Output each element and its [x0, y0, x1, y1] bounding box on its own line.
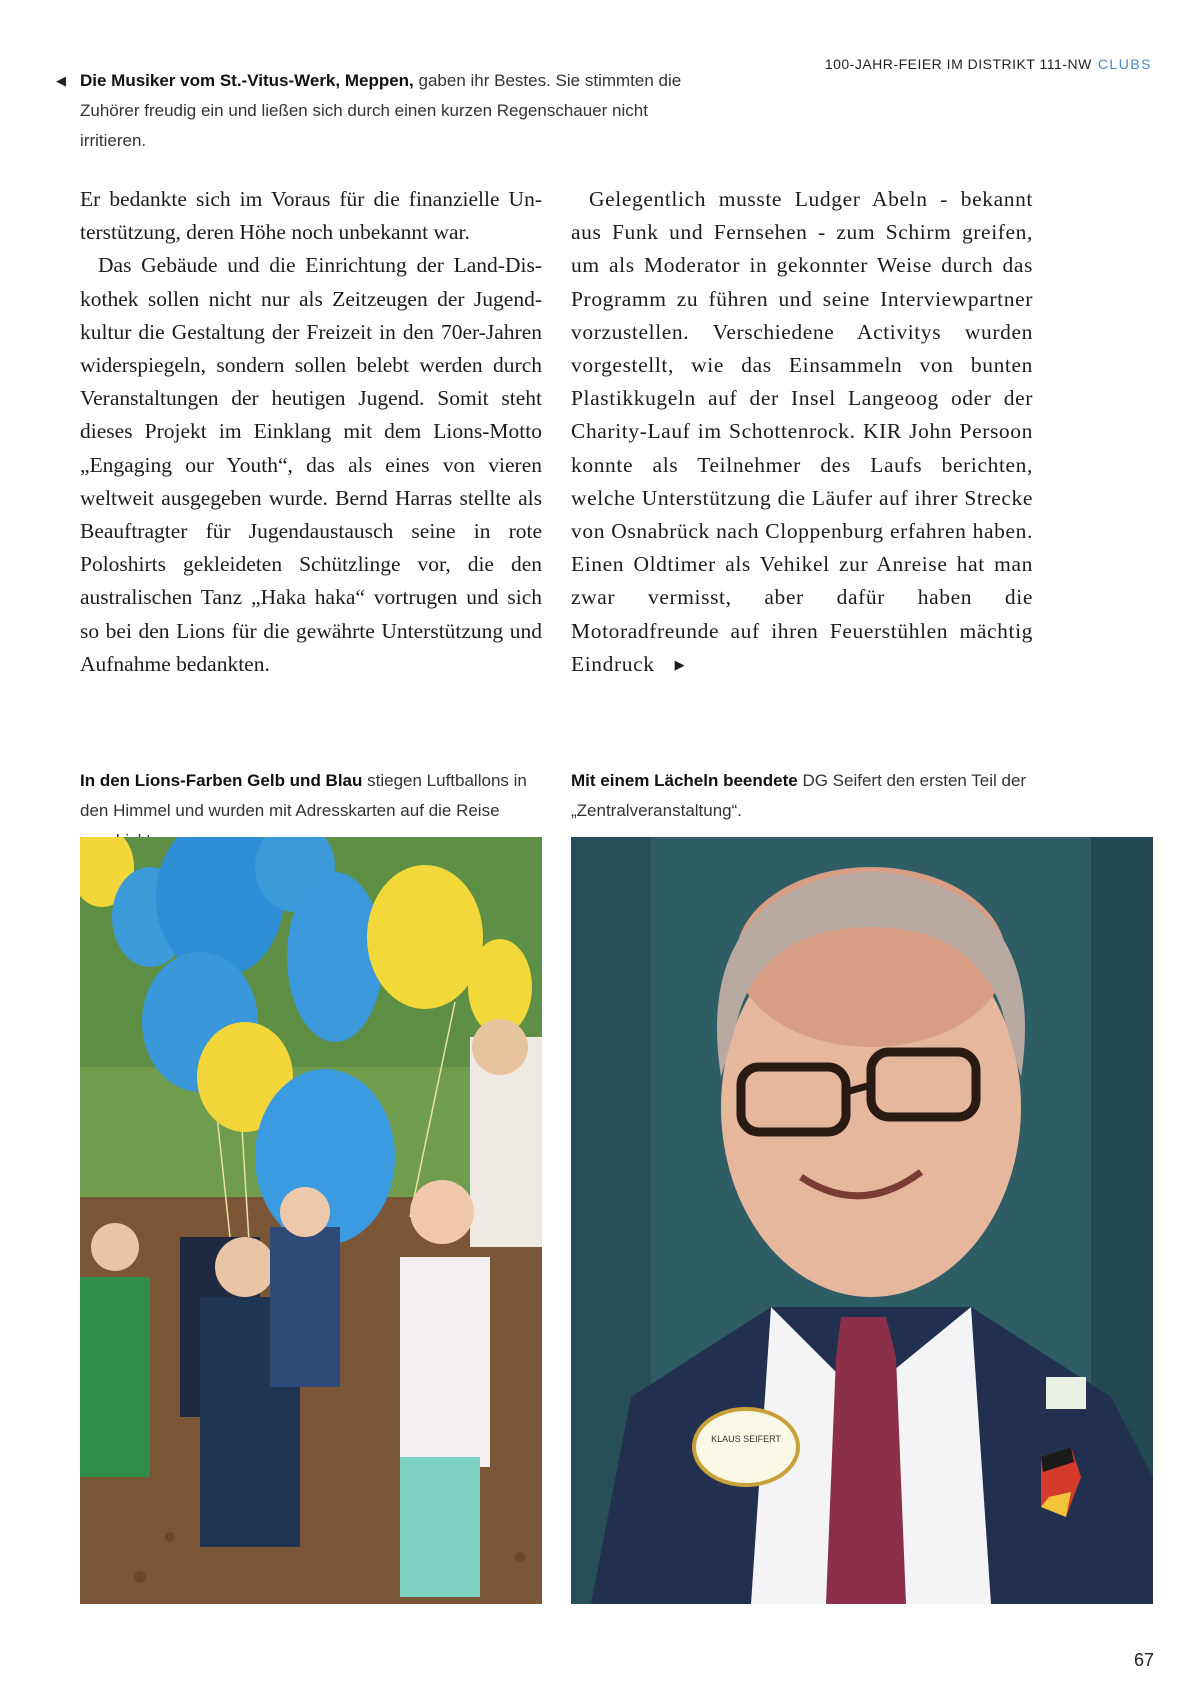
page-number: 67 — [1133, 1650, 1154, 1670]
photo-caption-lead: In den Lions-Farben Gelb und Blau — [80, 771, 363, 790]
header-caption-lead: Die Musiker vom St.-Vitus-Werk, Meppen, — [80, 71, 414, 90]
header-caption-text: gaben ihr Bestes. Sie stimmten die Zuhörer freudig ein und ließen sich durch einen kurzen Regenschauer nicht irritieren. — [80, 71, 682, 150]
photo-caption-lead: Mit einem Lächeln beendete — [571, 771, 798, 790]
photo-caption-text: DG Seifert den ersten Teil der „Zentralveranstaltung“. — [571, 771, 1027, 820]
running-title: 100-JAHR-FEIER IM DISTRIKT 111-NW — [824, 56, 1092, 72]
photo-caption-text: stiegen Luftballons in den Himmel und wurden mit Adresskarten auf die Reise — [80, 771, 527, 820]
article-paragraph — [571, 183, 1033, 681]
article-paragraph: Er bedankte sich im Voraus für die finanzielle Unterstützung, deren Höhe noch unbekannt war. — [80, 187, 542, 245]
header-photo-caption — [56, 66, 696, 156]
running-header — [825, 56, 1152, 72]
article-column-right — [571, 183, 1033, 681]
caption-pointer-left-icon: ◀ — [56, 73, 66, 88]
photo-caption-portrait — [571, 766, 1041, 826]
portrait-photo — [571, 837, 1153, 1604]
portrait-illustration — [571, 837, 1153, 1604]
article-column-left — [80, 183, 542, 681]
name-badge-text: KLAUS SEIFERT — [711, 1434, 781, 1444]
balloons-illustration — [80, 837, 542, 1604]
continue-arrow-icon: ▶ — [674, 656, 686, 672]
section-label: CLUBS — [1097, 56, 1152, 72]
article-paragraph-text: Gelegentlich musste Ludger Abeln - bekannt aus Funk und Fernsehen - zum Schirm greifen, um als Moderator in gekonnter Weise durch das Programm zu führen und seine Interviewpartner vorzustellen. Verschiedene Activitys wurden vorgestellt, wie das Einsammeln von bunten Plastikkugeln auf der Insel Langeoog oder der Charity-Lauf im Schottenrock. KIR John Persoon konnte als Teilnehmer des Laufs berichten, welche Unterstützung die Läufer auf ihrer Strecke von Osnabrück nach Cloppenburg erfahren haben. Einen Oldtimer als Vehikel zur Anreise hat man zwar vermisst, aber dafür haben die Motoradfreunde auf ihren Feuerstühlen mächtig Eindruck — [571, 187, 1033, 676]
balloons-photo — [80, 837, 542, 1604]
article-paragraph: Das Gebäude und die Einrichtung der Land-Diskothek sollen nicht nur als Zeitzeugen der Jugendkultur die Gestaltung der Freizeit in den 70er-Jahren widerspiegeln, sondern sollen belebt werden durch Veranstaltungen der heutigen Jugend. Somit steht dieses Projekt im Einklang mit dem Lions-Motto „Engaging our Youth“, das als eines von vieren weltweit ausgegeben wurde. Bernd Harras stellte als Beauftragter für Jugendaustausch seine in rote Poloshirts gekleideten Schützlinge vor, die den australischen Tanz „Haka haka“ vortrugen und sich so bei den Lions für die gewährte Unterstützung und Aufnahme bedankten. — [80, 253, 542, 676]
